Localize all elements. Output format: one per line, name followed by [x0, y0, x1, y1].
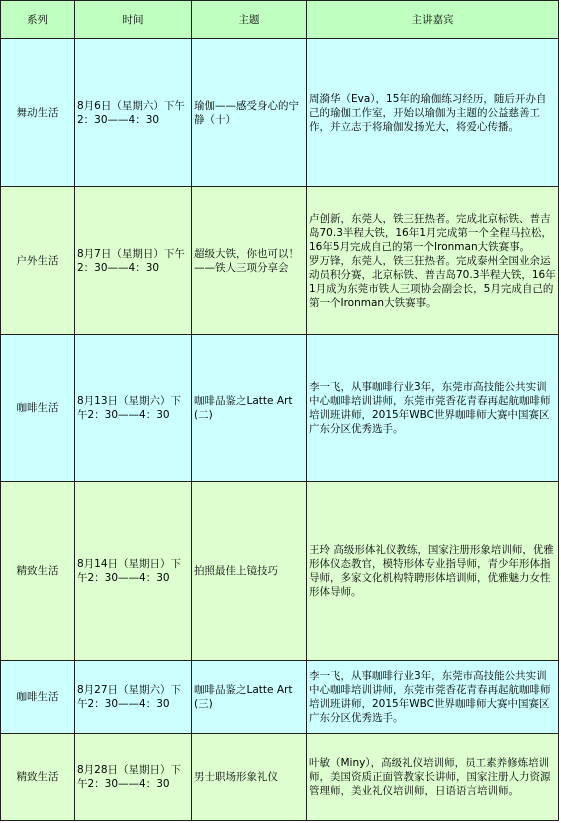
cell-time: 8月14日（星期日）下午2：30——4：30 — [75, 482, 192, 661]
cell-series: 咖啡生活 — [1, 335, 75, 482]
table-row — [1, 39, 559, 187]
cell-guest: 李一飞，从事咖啡行业3年，东莞市高技能公共实训中心咖啡培训讲师，东莞市莞香花青春再起航咖啡师培训班讲师，2015年WBC世界咖啡师大赛中国赛区广东分区优秀选手。 — [307, 661, 559, 734]
header-guest: 主讲嘉宾 — [307, 1, 559, 39]
table-row — [1, 335, 559, 482]
cell-series: 精致生活 — [1, 482, 75, 661]
header-topic: 主题 — [192, 1, 307, 39]
cell-series: 户外生活 — [1, 187, 75, 335]
cell-topic: 超级大铁，你也可以！——铁人三项分享会 — [192, 187, 307, 335]
cell-time: 8月27日（星期六）下午2：30——4：30 — [75, 661, 192, 734]
header-series: 系列 — [1, 1, 75, 39]
header-time: 时间 — [75, 1, 192, 39]
cell-topic: 瑜伽——感受身心的宁静（十） — [192, 39, 307, 187]
cell-guest: 王玲 高级形体礼仪教练，国家注册形象培训师，优雅形体仪态教官，模特形体专业指导师，青少年形体指导师，多家文化机构特聘形体培训师，优雅魅力女性形体导师。 — [307, 482, 559, 661]
cell-guest: 叶敏（Miny），高级礼仪培训师，员工素养修炼培训师，美国资质正面管教家长讲师，国家注册人力资源管理师，美业礼仪培训师，日语语言培训师。 — [307, 734, 559, 821]
cell-topic: 咖啡品鉴之Latte Art(二) — [192, 335, 307, 482]
cell-time: 8月13日（星期六）下午2：30——4：30 — [75, 335, 192, 482]
table-row — [1, 661, 559, 734]
table-row — [1, 482, 559, 661]
cell-guest: 周漪华（Eva），15年的瑜伽练习经历，随后开办自己的瑜伽工作室，开始以瑜伽为主题的公益慈善工作，并立志于将瑜伽发扬光大，将爱心传播。 — [307, 39, 559, 187]
cell-time: 8月6日（星期六）下午2：30——4：30 — [75, 39, 192, 187]
header-row — [1, 1, 559, 39]
table-row — [1, 734, 559, 821]
cell-time: 8月28日（星期日）下午2：30——4：30 — [75, 734, 192, 821]
table-row — [1, 187, 559, 335]
cell-topic: 男士职场形象礼仪 — [192, 734, 307, 821]
cell-guest: 卢创新，东莞人，铁三狂热者。完成北京标铁、普吉岛70.3半程大铁，16年1月完成第一个全程马拉松，16年5月完成自己的第一个Ironman大铁赛事。 罗万锋，东莞人，铁三狂热者。完成泰州全国业余运动员积分赛，北京标铁、普吉岛70.3半程大铁，16年1月成为东莞市铁人三项协会副会长，5月完成自己的第一个Ironman大铁赛事。 — [307, 187, 559, 335]
cell-guest: 李一飞，从事咖啡行业3年，东莞市高技能公共实训中心咖啡培训讲师，东莞市莞香花青春再起航咖啡师培训班讲师，2015年WBC世界咖啡师大赛中国赛区广东分区优秀选手。 — [307, 335, 559, 482]
cell-series: 舞动生活 — [1, 39, 75, 187]
cell-series: 咖啡生活 — [1, 661, 75, 734]
cell-topic: 拍照最佳上镜技巧 — [192, 482, 307, 661]
cell-topic: 咖啡品鉴之Latte Art(三) — [192, 661, 307, 734]
cell-time: 8月7日（星期日）下午2：30——4：30 — [75, 187, 192, 335]
cell-series: 精致生活 — [1, 734, 75, 821]
